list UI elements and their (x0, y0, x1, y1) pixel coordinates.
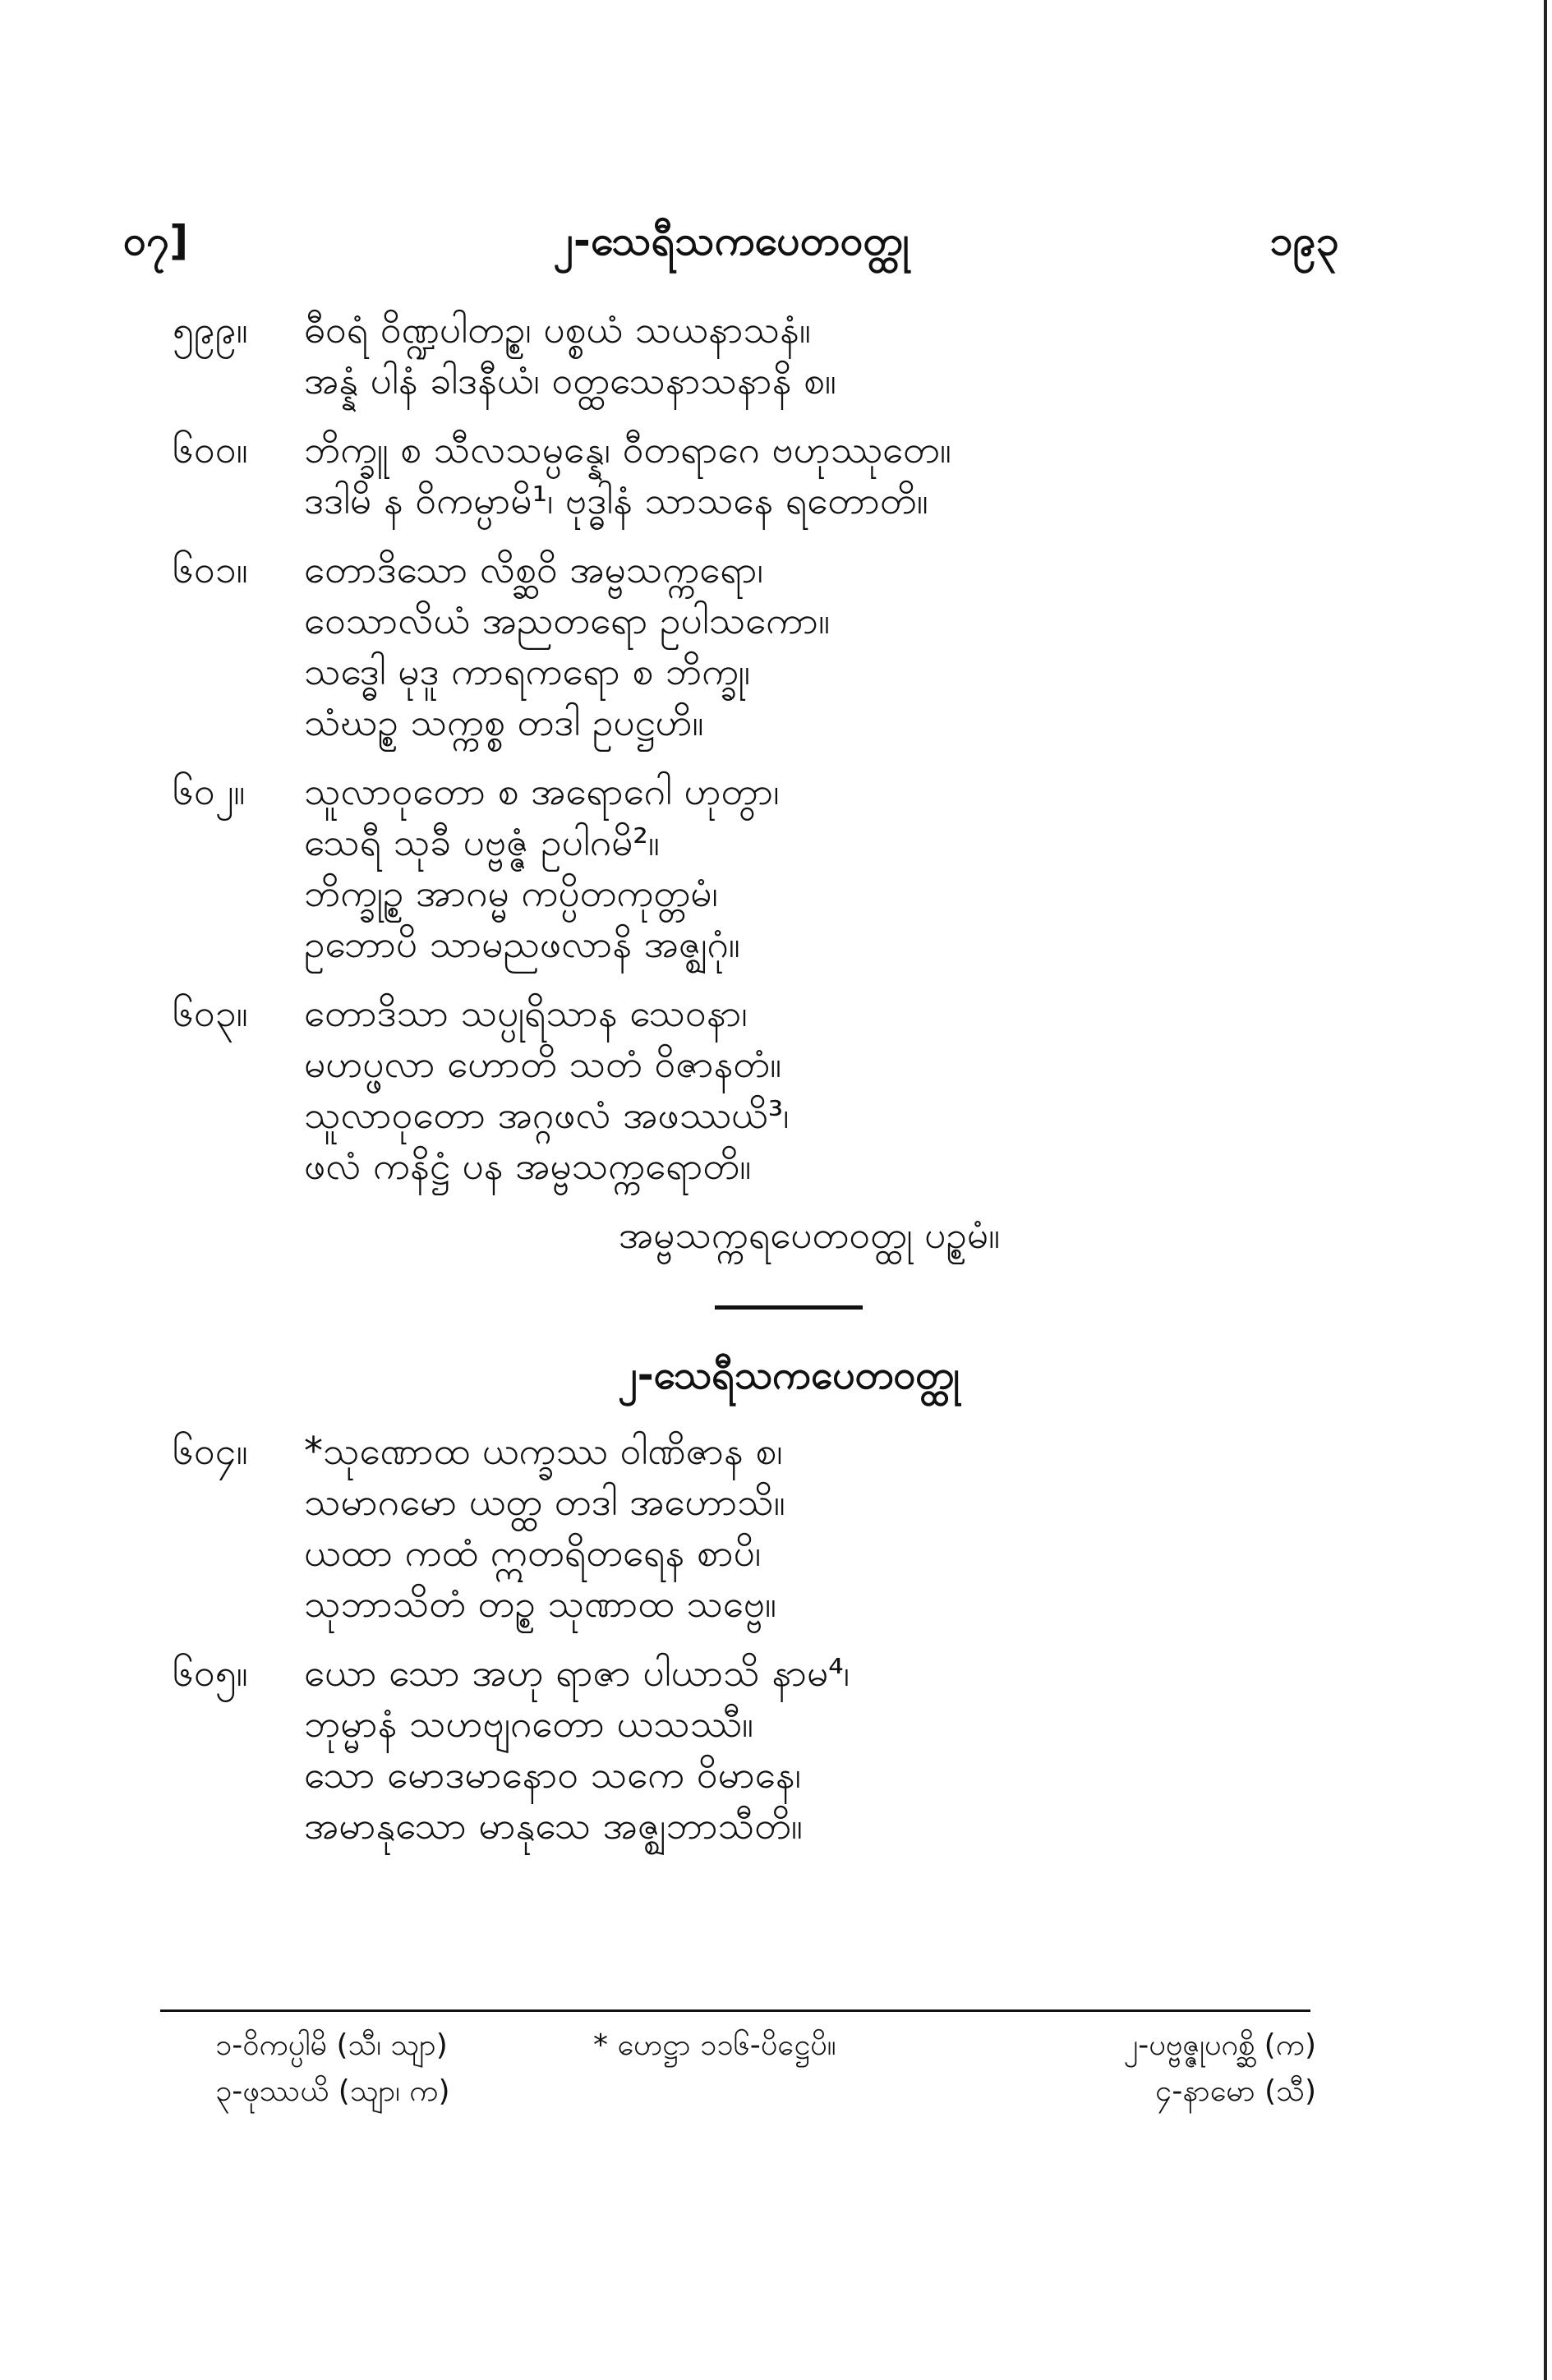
verse-number: ၆၀၄။ (173, 1429, 248, 1473)
verse-line: သမာဂမော ယတ္ထ တဒါ အဟောသိ။ (304, 1480, 785, 1524)
verse-line: သဒ္ဓေါ မုဒူ ကာရကရော စ ဘိက္ခု၊ (304, 649, 751, 693)
main-text (173, 304, 1339, 1869)
verse-lines (304, 1647, 1339, 1851)
footnotes (215, 2023, 1316, 2121)
verse-603 (173, 987, 1339, 1191)
verse-lines (304, 766, 1339, 969)
verse-line: ဥဘောပိ သာမညဖလာနိ အဇ္ဈဂုံ။ (304, 922, 740, 966)
verse-line: ဘိက္ခုဉ္စ အာဂမ္မ ကပ္ပိတကုတ္တမံ၊ (304, 871, 718, 915)
section-title: ၂-သေရီသကပေတဝတ္ထု (618, 1352, 960, 1398)
verse-number: ၆၀၃။ (173, 991, 248, 1035)
verse-line: သံဃဉ္စ သက္ကစ္စ တဒါ ဥပဋ္ဌဟိ။ (304, 700, 704, 744)
verse-line: ယထာ ကထံ ဣတရိတရေန စာပိ၊ (304, 1531, 762, 1575)
verse-600 (173, 424, 1339, 526)
verse-line: ဘိက္ခူ စ သီလသမ္ပန္နေ၊ ဝီတရာဂေ ဗဟုဿုတေ။ (304, 427, 951, 472)
verse-line: ဘုမ္မာနံ သဟဗျဂတော ယသဿီ။ (304, 1701, 753, 1746)
verse-line: ဖလံ ကနိဋ္ဌံ ပန အမ္ဗသက္ကရောတိ။ (304, 1144, 752, 1188)
footnote-reference: * ဟေဋ္ဌာ ၁၁၆-ပိဋ္ဌေပိ။ (593, 2028, 836, 2062)
footnote-3: ၃-ဖုဿယိ (သျာ၊ က) (215, 2074, 450, 2108)
verse-line: မဟပ္ဖလာ ဟောတိ သတံ ဝိဇာနတံ။ (304, 1042, 781, 1086)
verse-line: ဒဒါမိ န ဝိကမ္ပာမိ¹၊ ဗုဒ္ဓါနံ သာသနေ ရတောတိ။ (304, 478, 928, 522)
verse-number: ၆၀၂။ (173, 769, 246, 813)
verse-line: ယော သော အဟု ရာဇာ ပါယာသိ နာမ⁴၊ (304, 1650, 850, 1695)
verse-line: သူလာဝုတော အဂ္ဂဖလံ အဖဿယိ³၊ (304, 1093, 790, 1137)
verse-lines (304, 304, 1339, 406)
verse-604 (173, 1425, 1339, 1629)
verse-line: တောဒိသာ သပ္ပုရိသာန သေဝနာ၊ (304, 991, 748, 1035)
verse-599 (173, 304, 1339, 406)
header-page-ref: ၀၇] (123, 217, 189, 265)
verse-lines (304, 544, 1339, 748)
verse-line: ဓီဝရံ ဝိဏ္ဍပါတဉ္စ၊ ပစ္စယံ သယနာသနံ။ (304, 307, 811, 352)
verse-line: သုဘာသိတံ တဉ္စ သုဏာထ သဗ္ဗေ။ (304, 1581, 776, 1626)
verse-602 (173, 766, 1339, 969)
footnote-4: ၄-နာမော (သီ) (1155, 2074, 1316, 2108)
verse-line: သူလာဝုတော စ အရောဂေါ ဟုတွာ၊ (304, 769, 780, 813)
verse-lines (304, 987, 1339, 1191)
verse-lines (304, 1425, 1339, 1629)
verse-601 (173, 544, 1339, 748)
section-divider (715, 1305, 863, 1310)
verse-line: တောဒိသော လိစ္ဆဝိ အမ္ဗသက္ကရော၊ (304, 547, 763, 592)
verse-line: ဝေသာလိယံ အညတရော ဥပါသကော။ (304, 598, 831, 642)
verse-line: အမာနုသော မာနုသေ အဇ္ဈဘာသီတိ။ (304, 1803, 803, 1848)
footnote-rule (160, 2009, 1310, 2012)
page-edge-line (1544, 0, 1547, 2380)
header-title: ၂-သေရီသကပေတဝတ္ထု (553, 217, 910, 265)
header-page-number: ၁၉၃ (1269, 217, 1339, 265)
footnote-2: ၂-ပဗ္ဗဇ္ဇုပဂစ္ဆိ (က) (1123, 2028, 1316, 2062)
verse-605 (173, 1647, 1339, 1851)
verse-number: ၆၀၀။ (173, 427, 248, 472)
verse-number: ၆၀၅။ (173, 1650, 248, 1695)
verse-line: သော မောဒမာနောဝ သကေ ဝိမာနေ၊ (304, 1752, 801, 1797)
page-header (123, 215, 1339, 281)
verse-lines (304, 424, 1339, 526)
verse-line: သေရီ သုခီ ပဗ္ဗဇ္ဇံ ဥပါဂမိ²။ (304, 820, 660, 864)
verse-number: ၆၀၁။ (173, 547, 248, 592)
verse-line: အန္နံ ပါနံ ခါဒနီယံ၊ ဝတ္ထသေနာသနာနိ စ။ (304, 358, 836, 403)
verse-number: ၅၉၉။ (173, 307, 248, 352)
story-closing-line: အမ္ဗသက္ကရပေတဝတ္ထု ပဉ္စမံ။ (618, 1213, 1001, 1257)
footnote-1: ၁-ဝိကပ္ပါမိ (သီ၊ သျာ) (215, 2028, 448, 2062)
verse-line: *သုဏောထ ယက္ခဿ ဝါဏိဇာန စ၊ (304, 1429, 783, 1473)
